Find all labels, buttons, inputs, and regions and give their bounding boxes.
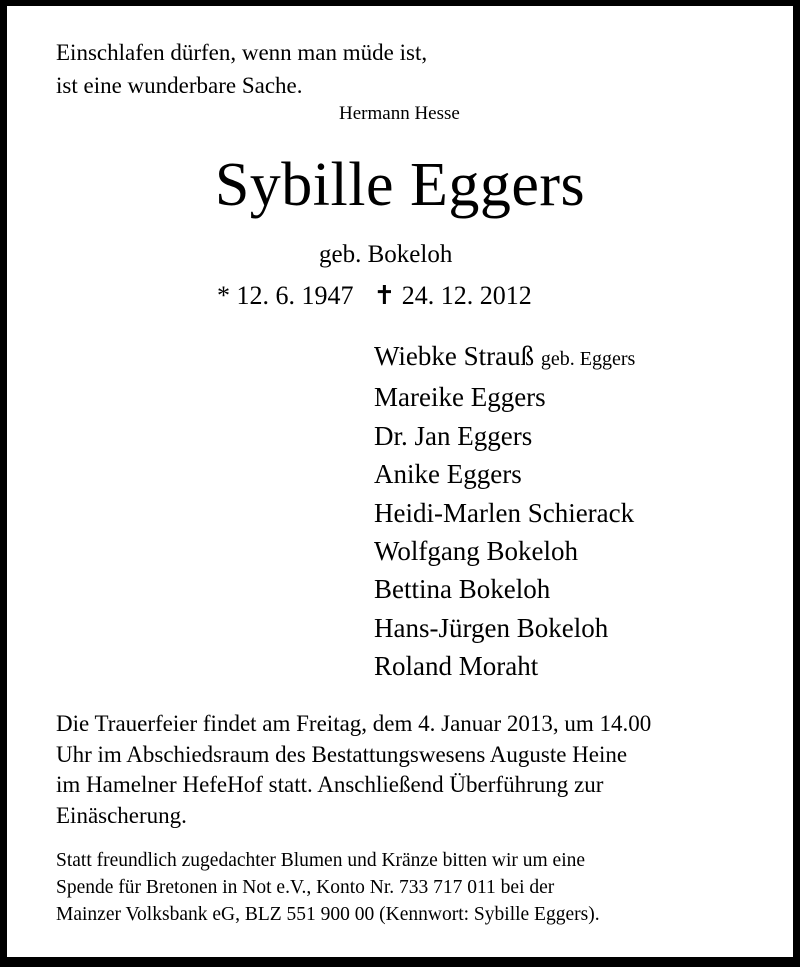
mourner-name: Anike Eggers bbox=[374, 459, 522, 490]
mourner-name: Mareike Eggers bbox=[374, 382, 546, 413]
death-date: ✝ 24. 12. 2012 bbox=[373, 281, 532, 310]
mourner bbox=[374, 609, 635, 647]
mourner bbox=[374, 570, 635, 608]
service-line: im Hamelner HefeHof statt. Anschließend Überführung zur bbox=[56, 772, 604, 797]
mourner-name: Roland Moraht bbox=[374, 651, 539, 682]
mourner-name: Dr. Jan Eggers bbox=[374, 420, 533, 451]
donation-notice bbox=[56, 847, 600, 928]
mourner bbox=[374, 417, 635, 455]
funeral-service-notice bbox=[56, 709, 756, 831]
donation-line: Spende für Bretonen in Not e.V., Konto Nr. 733 717 011 bei der bbox=[56, 877, 555, 898]
mourner bbox=[374, 647, 635, 685]
mourner-name: Wiebke Strauß bbox=[374, 341, 535, 371]
mourner-name: Hans-Jürgen Bokeloh bbox=[374, 612, 609, 643]
birth-name: geb. Bokeloh bbox=[319, 241, 453, 268]
donation-line: Statt freundlich zugedachter Blumen und Kränze bitten wir um eine bbox=[56, 850, 586, 871]
service-line: Die Trauerfeier findet am Freitag, dem 4. Januar 2013, um 14.00 bbox=[56, 711, 652, 736]
mourner bbox=[374, 532, 635, 570]
life-dates bbox=[217, 281, 532, 311]
mourners-list bbox=[374, 337, 635, 686]
mourner bbox=[374, 494, 635, 532]
mourner bbox=[374, 455, 635, 493]
quote-line: ist eine wunderbare Sache. bbox=[56, 73, 303, 98]
service-line: Einäscherung. bbox=[56, 802, 187, 828]
mourner-name: Bettina Bokeloh bbox=[374, 574, 551, 605]
quote-line: Einschlafen dürfen, wenn man müde ist, bbox=[56, 40, 428, 65]
deceased-name: Sybille Eggers bbox=[214, 151, 586, 219]
donation-line: Mainzer Volksbank eG, BLZ 551 900 00 (Kennwort: Sybille Eggers). bbox=[56, 904, 600, 925]
mourner bbox=[374, 378, 635, 416]
mourner-name: Wolfgang Bokeloh bbox=[374, 536, 579, 567]
quote-author: Hermann Hesse bbox=[339, 103, 460, 124]
mourner bbox=[374, 337, 635, 378]
quote bbox=[56, 36, 427, 102]
mourner-note: geb. Eggers bbox=[540, 348, 636, 370]
birth-date: * 12. 6. 1947 bbox=[217, 281, 354, 310]
mourner-name: Heidi-Marlen Schierack bbox=[374, 497, 635, 528]
service-line: Uhr im Abschiedsraum des Bestattungswesens Auguste Heine bbox=[56, 741, 628, 767]
